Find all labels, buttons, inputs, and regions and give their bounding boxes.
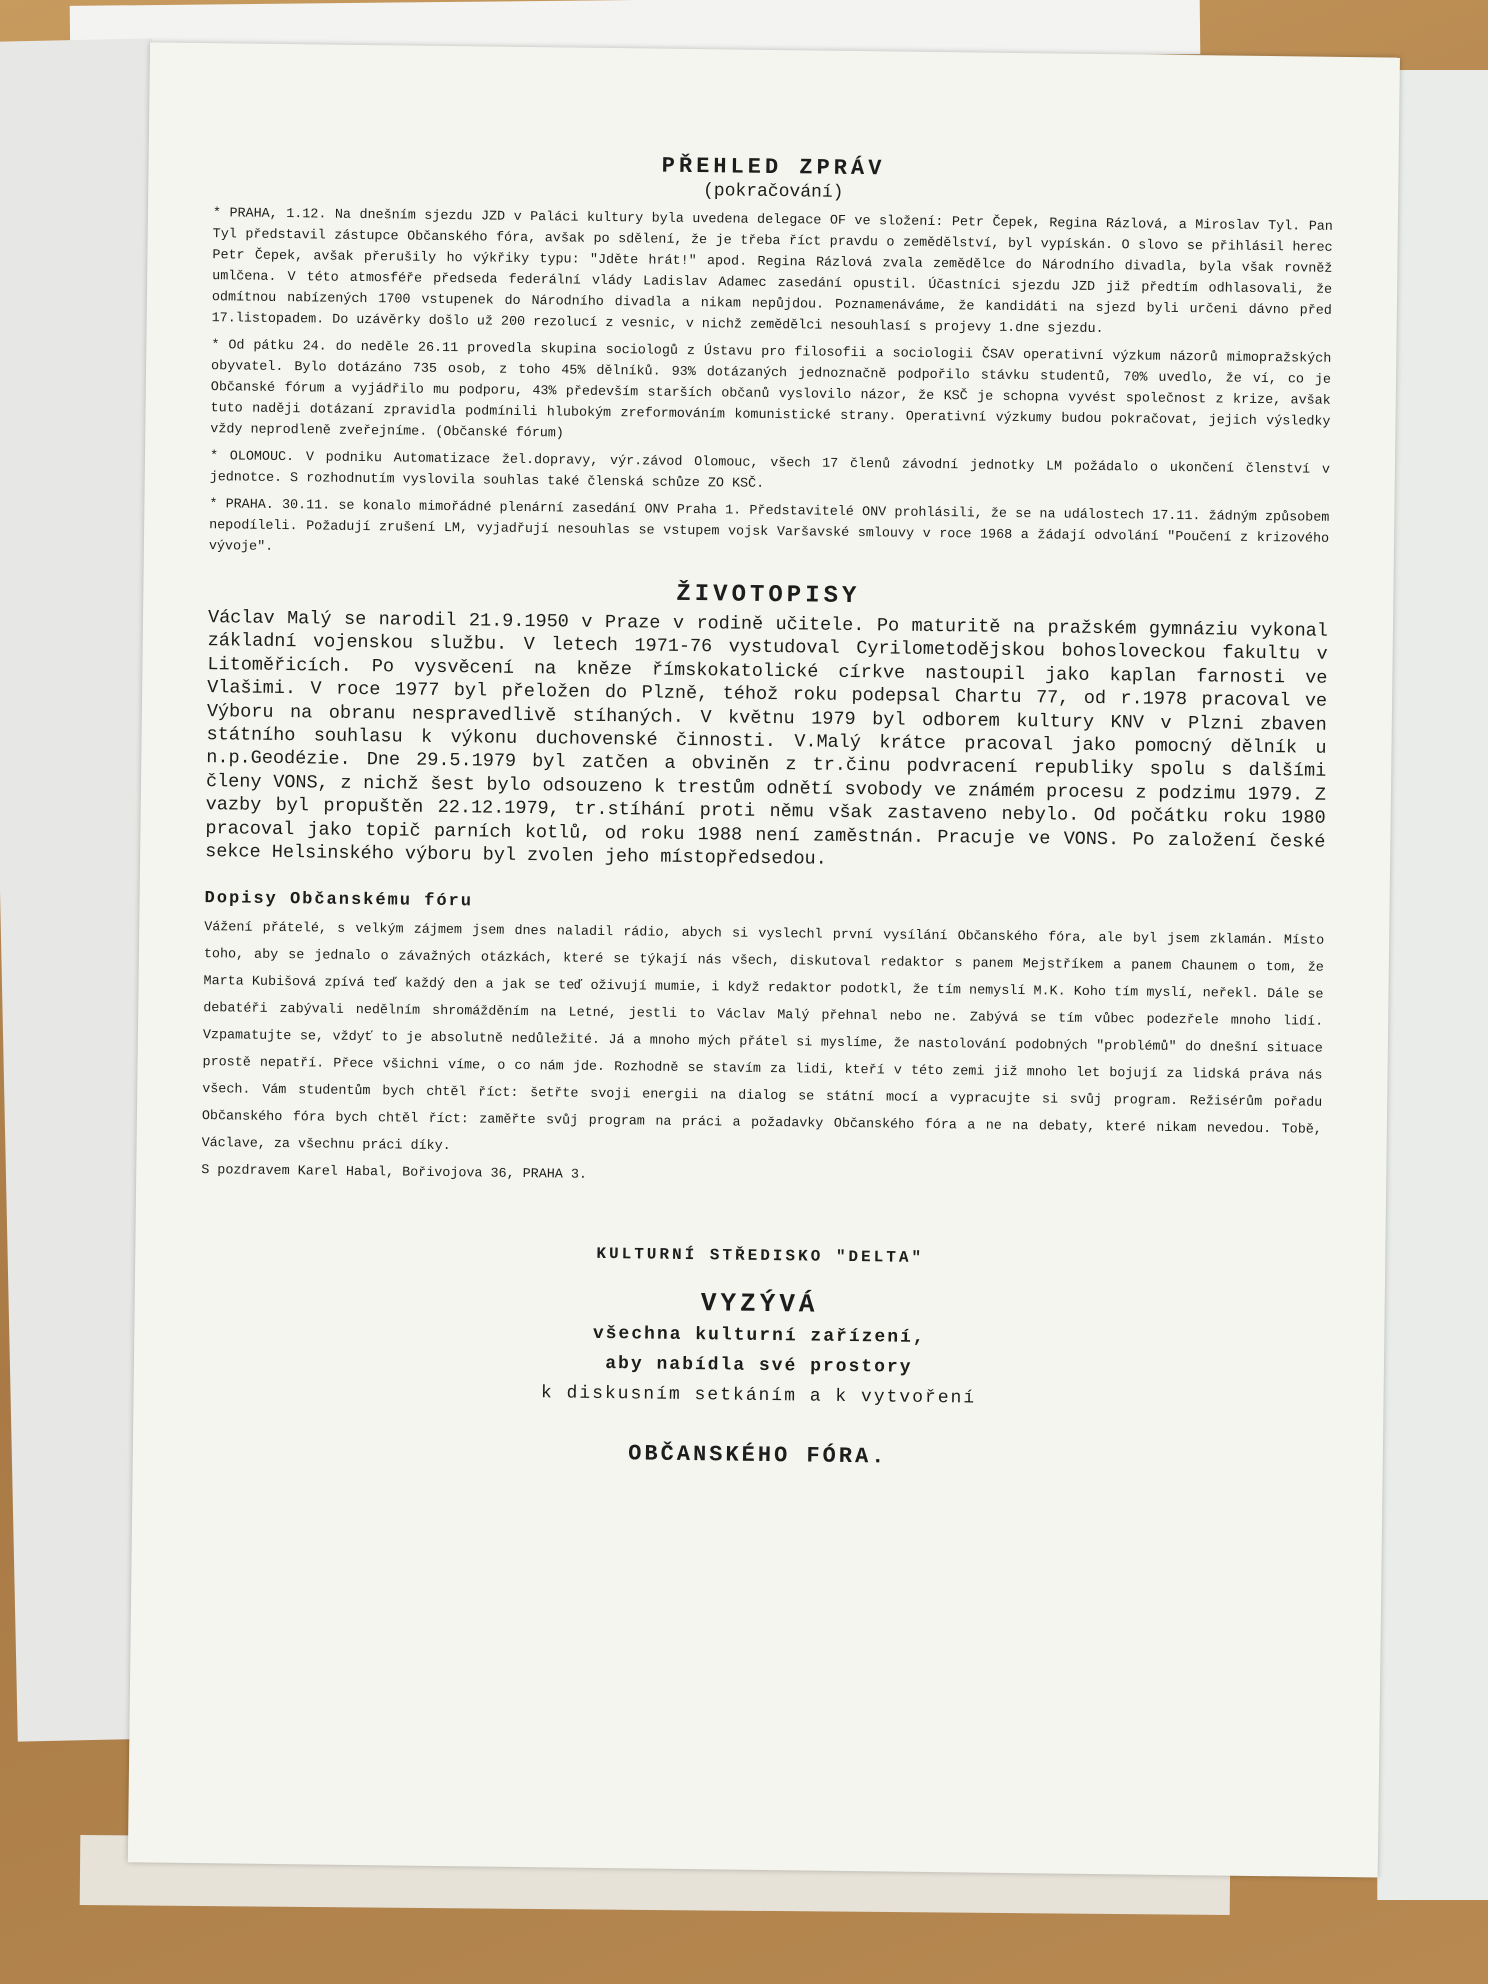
call-line-2: aby nabídla své prostory bbox=[605, 1354, 913, 1379]
call-line-1: všechna kulturní zařízení, bbox=[592, 1324, 926, 1349]
page-title: PŘEHLED ZPRÁV bbox=[661, 153, 886, 182]
call-organization: KULTURNÍ STŘEDISKO "DELTA" bbox=[596, 1245, 925, 1268]
biographies-title: ŽIVOTOPISY bbox=[676, 580, 861, 611]
call-to-action bbox=[198, 1241, 1321, 1476]
letters-title: Dopisy Občanskému fóru bbox=[204, 889, 474, 912]
biography-text: Václav Malý se narodil 21.9.1950 v Praze v rodině učitele. Po maturitě na pražském gymnáziu vykonal základní vojenskou službu. V letech 1971-76 vystudoval Cyrilometodějskou bohosloveckou fakultu v Litoměřicích. Po vysvěcení na kněze římskokatolické církve nastoupil jako kaplan farnosti ve Vlašimi. V roce 1977 byl přeložen do Plzně, téhož roku podepsal Chartu 77, od r.1978 pracoval ve Výboru na obranu nespravedlivě stíhaných. V květnu 1979 byl odborem kultury KNV v Plzni zbaven státního souhlasu k výkonu duchovenské činnosti. V.Malý krátce pracoval jako pomocný dělník u n.p.Geodézie. Dne 29.5.1979 byl zatčen a obviněn z tr.činu podvracení republiky spolu s dalšími členy VONS, z nichž šest bylo odsouzeno k trestům odnětí svobody ve známém procesu z podzimu 1979. Z vazby byl propuštěn 22.12.1979, tr.stíhání proti němu však zastaveno nebylo. Od počátku roku 1980 pracoval jako topič parních kotlů, od roku 1988 není zaměstnán. Pracuje ve VONS. Po založení české sekce Helsinského výboru byl zvolen jeho místopředsedou. bbox=[205, 607, 1329, 870]
call-verb: VYZÝVÁ bbox=[700, 1288, 819, 1321]
page-content bbox=[198, 148, 1334, 1475]
news-item-prague-onv: * PRAHA. 30.11. se konalo mimořádné plenární zasedání ONV Praha 1. Představitelé ONV prohlásili, že se na událostech 17.11. žádným způsobem nepodíleli. Požadují zrušení LM, vyjadřují nesouhlas se vstupem vojsk Varšavské smlouvy v roce 1968 a žádají odvolání "Poučení z krizového vývoje". bbox=[208, 497, 1330, 555]
call-line-3: k diskusním setkáním a k vytvoření bbox=[540, 1383, 977, 1410]
news-item-survey: * Od pátku 24. do neděle 26.11 provedla skupina sociologů z Ústavu pro filosofii a sociologii ČSAV operativní výzkum názorů mimopražských obyvatel. Bylo dotázáno 735 osob, z toho 45% dělníků. 93% dotázaných jednoznačně podpořilo stávku studentů, 70% uvedlo, že ví, co je Občanské fórum a vyjádřilo mu podporu, 43% především starších občanů vyslovilo názor, že KSČ je schopna vyvést společnost z krize, avšak tuto naději dotázaní zpravidla podmínili hlubokým zreformováním komunistické strany. Operativní výzkumy budou pokračovat, jejich výsledky vždy neprodleně zveřejníme. (Občanské fórum) bbox=[210, 338, 1332, 442]
page-subtitle: (pokračování) bbox=[702, 181, 844, 203]
news-item-prague-jzd: * PRAHA, 1.12. Na dnešním sjezdu JZD v Paláci kultury byla uvedena delegace OF ve složení: Petr Čepek, Regina Rázlová, a Miroslav Tyl. Pan Tyl představil zástupce Občanského fóra, avšak po sdělení, že je třeba říct pravdu o zemědělství, byl vypískán. O slovo se přihlásil herec Petr Čepek, avšak přerušily ho výkřiky typu: "Jděte hrát!" apod. Regina Rázlová zvala zemědělce do Národního divadla, byla však rovněž umlčena. V této atmosféře předseda federální vlády Ladislav Adamec zasedání opustil. Účastníci sjezdu JZD již předtím odhlasovali, že odmítnou nabízených 1700 vstupenek do Národního divadla a nikam nepůjdou. Poznamenáváme, že kandidáti na sjezd byli určeni dávno před 17.listopadem. Do uzávěrky došlo už 200 rezolucí z vesnic, v nichž zemědělci nesouhlasí s projevy 1.dne sjezdu. bbox=[211, 206, 1333, 338]
call-final: OBČANSKÉHO FÓRA. bbox=[628, 1441, 888, 1470]
letter-signature: S pozdravem Karel Habal, Bořivojova 36, PRAHA 3. bbox=[201, 1163, 588, 1184]
news-item-olomouc: * OLOMOUC. V podniku Automatizace žel.dopravy, výr.závod Olomouc, všech 17 členů závodní jednotky LM požádalo o ukončení členství v jednotce. S rozhodnutím vyslovila souhlas také členská schůze ZO KSČ. bbox=[209, 449, 1330, 492]
document-page bbox=[128, 42, 1400, 1877]
letter-text: Vážení přátelé, s velkým zájmem jsem dnes naladil rádio, abych si vyslechl první vysílání Občanského fóra, ale byl jsem zklamán. Místo toho, aby se jednalo o závažných otázkách, které se týkají nás všech, diskutoval redaktor s panem Mejstříkem a panem Chaunem o tom, že Marta Kubišová zpívá teď každý den a jak se teď oživují mumie, i když redaktor podotkl, že tím nemyslí M.K. Koho tím myslí, neřekl. Dále se debatéři zabývali nedělním shromážděním na Letné, jestli to Václav Malý přehnal nebo ne. Zabývá se tím vůbec podezřele mnoho lidí. Vzpamatujte se, vždyť to je absolutně nedůležité. Já a mnoho mých přátel si myslíme, že nastolování podobných "problémů" do dnešní situace prostě nepatří. Přece všichni víme, o co nám jde. Rozhodně se stavím za lidi, kteří v této zemi již mnoho let bojují za lidská práva nás všech. Vám studentům bych chtěl říct: šetřte svoji energii na dialog se státní mocí a vypracujte si svůj program. Režisérům pořadu Občanského fóra bych chtěl říct: zaměřte svůj program na práci a požadavky Občanského fóra a ne na debaty, které nikam nevedou. Tobě, Václave, za všechnu práci díky. bbox=[201, 920, 1325, 1155]
